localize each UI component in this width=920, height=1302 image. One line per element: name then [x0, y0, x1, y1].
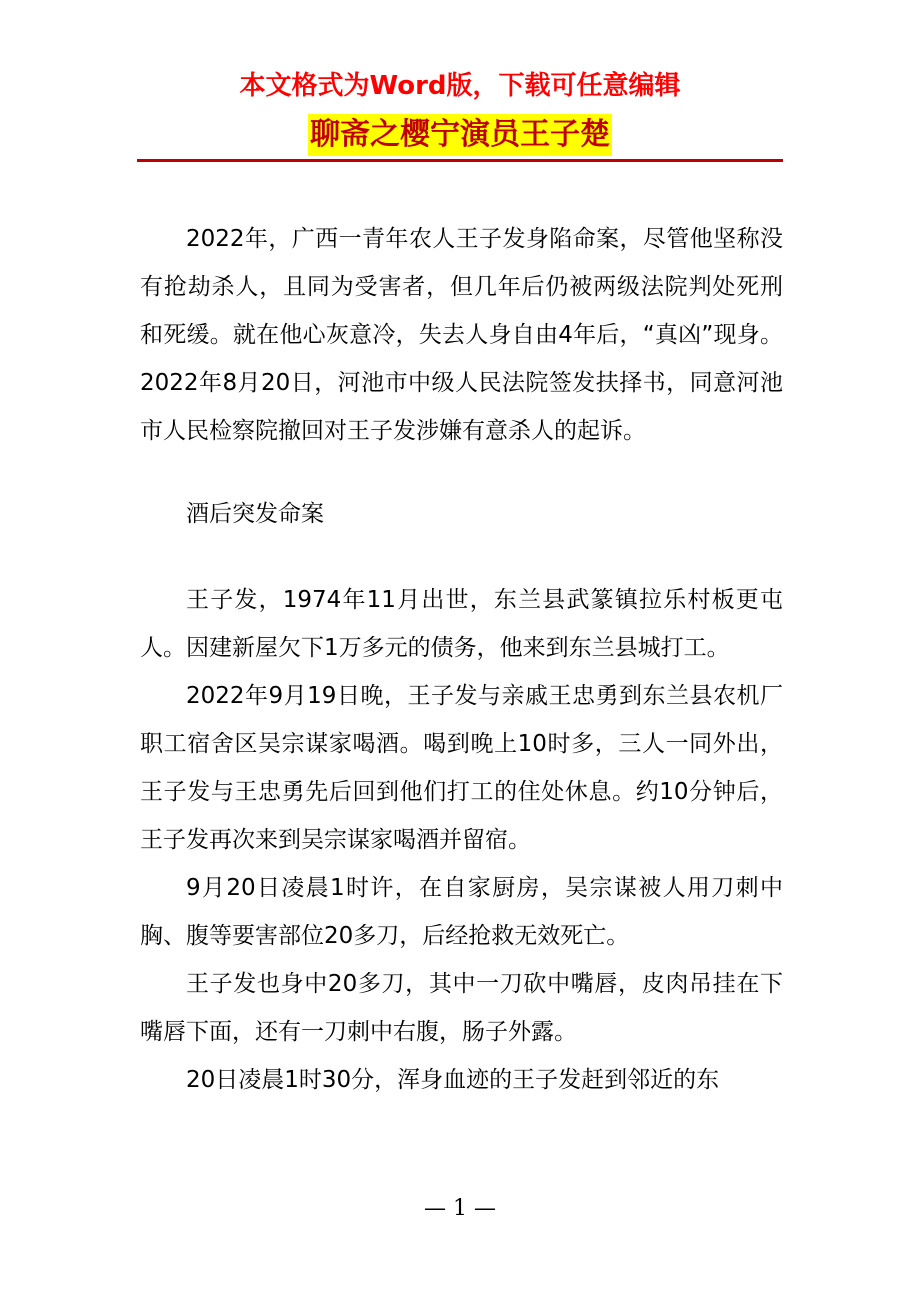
paragraph-aftermath: 20日凌晨1时30分，浑身血迹的王子发赶到邻近的东 — [186, 1067, 720, 1093]
paragraph-background: 王子发，1974年11月出世，东兰县武篆镇拉乐村板更屯人。因建新屋欠下1万多元的债务，他来到东兰县城打工。 — [140, 587, 783, 661]
format-notice-banner: 本文格式为Word版，下载可任意编辑 — [239, 71, 681, 101]
section-heading: 酒后突发命案 — [186, 501, 324, 527]
paragraph-injuries: 王子发也身中20多刀，其中一刀砍中嘴唇，皮肉吊挂在下嘴唇下面，还有一刀刺中右腹，肠子外露。 — [140, 971, 783, 1045]
paragraph-drinking: 2022年9月19日晚，王子发与亲戚王忠勇到东兰县农机厂职工宿舍区吴宗谋家喝酒。喝到晚上10时多，三人一同外出，王子发与王忠勇先后回到他们打工的住处休息。约10分钟后，王子发再次来到吴宗谋家喝酒并留宿。 — [140, 683, 783, 853]
title-divider — [137, 159, 783, 162]
document-body — [140, 215, 783, 1104]
paragraph-stabbing: 9月20日凌晨1时许，在自家厨房，吴宗谋被人用刀刺中胸、腹等要害部位20多刀，后经抢救无效死亡。 — [140, 875, 783, 949]
title-container — [0, 114, 920, 156]
paragraph-intro: 2022年，广西一青年农人王子发身陷命案，尽管他坚称没有抢劫杀人，且同为受害者，但几年后仍被两级法院判处死刑和死缓。就在他心灰意冷，失去人身自由4年后，“真凶”现身。2022年8月20日，河池市中级人民法院签发扶择书，同意河池市人民检察院撤回对王子发涉嫌有意杀人的起诉。 — [140, 226, 783, 444]
document-title: 聊斋之樱宁演员王子楚 — [308, 114, 612, 156]
page-number: — 1 — — [424, 1196, 496, 1221]
